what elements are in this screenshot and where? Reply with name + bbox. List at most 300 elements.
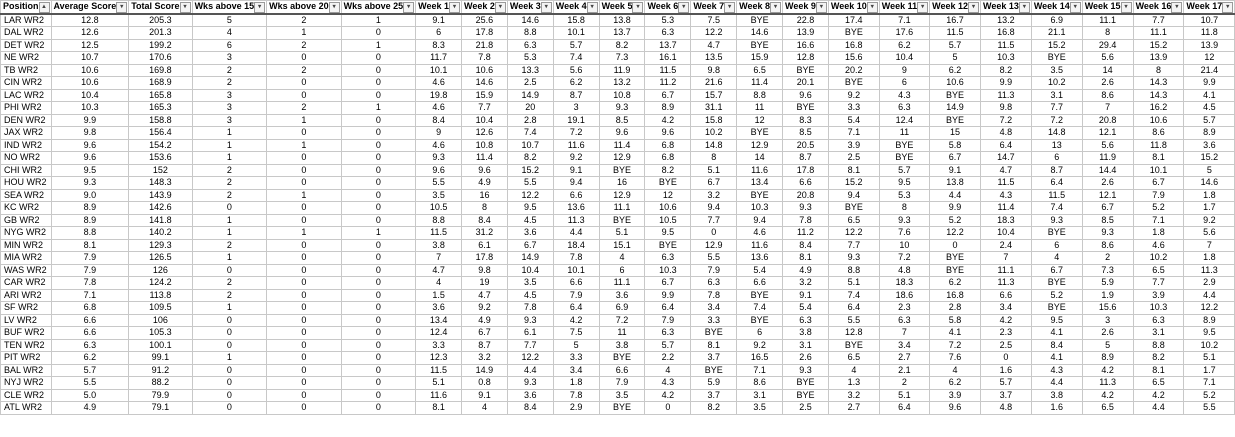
table-cell[interactable]: 8.1 [1133, 364, 1184, 377]
table-cell[interactable]: 0 [341, 327, 416, 340]
table-cell[interactable]: 11.5 [416, 227, 462, 240]
table-cell[interactable]: 0 [341, 352, 416, 365]
table-cell[interactable]: 9.3 [1031, 214, 1082, 227]
table-cell[interactable]: 4.2 [1133, 389, 1184, 402]
table-cell[interactable]: 4.6 [737, 227, 783, 240]
table-cell[interactable]: 5.5 [51, 377, 129, 390]
table-cell[interactable]: 3 [192, 114, 267, 127]
filter-dropdown-icon[interactable]: ▾ [867, 2, 878, 13]
sort-filter-icon[interactable]: ▲ [39, 2, 50, 13]
table-cell[interactable]: 7.8 [462, 52, 508, 65]
table-cell[interactable]: 4.4 [507, 364, 553, 377]
table-cell[interactable]: 9.2 [737, 339, 783, 352]
table-cell[interactable]: 4.6 [416, 139, 462, 152]
table-cell[interactable]: 14.4 [1082, 164, 1133, 177]
table-cell[interactable]: 13.6 [737, 252, 783, 265]
table-cell[interactable]: BYE [828, 77, 879, 90]
table-cell[interactable]: 2 [267, 14, 342, 27]
table-cell[interactable]: 3.2 [691, 189, 737, 202]
table-cell[interactable]: 4.2 [645, 389, 691, 402]
table-cell[interactable]: 3.5 [599, 389, 645, 402]
filter-dropdown-icon[interactable]: ▾ [816, 2, 827, 13]
column-header[interactable] [1082, 1, 1133, 14]
filter-dropdown-icon[interactable]: ▾ [403, 2, 414, 13]
table-cell[interactable]: 2 [267, 102, 342, 115]
table-cell[interactable]: 9.1 [930, 164, 981, 177]
table-cell[interactable]: 6.4 [980, 139, 1031, 152]
table-cell[interactable]: 7 [1184, 239, 1235, 252]
table-cell[interactable]: 3.7 [691, 389, 737, 402]
table-cell[interactable]: 10.6 [1133, 114, 1184, 127]
table-cell[interactable]: 4.3 [1031, 364, 1082, 377]
table-cell[interactable]: 5 [553, 339, 599, 352]
table-cell[interactable]: 153.6 [129, 152, 192, 165]
column-header[interactable] [1133, 1, 1184, 14]
position-cell[interactable]: SF WR2 [1, 302, 52, 315]
position-cell[interactable]: JAX WR2 [1, 127, 52, 140]
table-cell[interactable]: 5.5 [691, 252, 737, 265]
table-cell[interactable]: 14.7 [980, 152, 1031, 165]
table-cell[interactable]: 11.3 [553, 214, 599, 227]
table-cell[interactable]: 4.4 [930, 189, 981, 202]
table-cell[interactable]: 10.1 [1133, 164, 1184, 177]
table-cell[interactable]: 10.1 [553, 27, 599, 40]
table-cell[interactable]: 5.0 [51, 389, 129, 402]
table-cell[interactable]: 5.1 [828, 277, 879, 290]
column-header[interactable] [645, 1, 691, 14]
table-cell[interactable]: 11.3 [980, 89, 1031, 102]
table-cell[interactable]: 9.3 [416, 152, 462, 165]
table-cell[interactable]: 7.9 [1133, 189, 1184, 202]
table-cell[interactable]: 6.6 [783, 177, 829, 190]
table-cell[interactable]: 5.3 [507, 52, 553, 65]
table-cell[interactable]: 1.8 [553, 377, 599, 390]
table-cell[interactable]: 10.3 [980, 52, 1031, 65]
table-cell[interactable]: 11.6 [737, 164, 783, 177]
column-header[interactable] [930, 1, 981, 14]
table-cell[interactable]: 11.5 [980, 177, 1031, 190]
table-cell[interactable]: 10.3 [645, 264, 691, 277]
table-cell[interactable]: 5.6 [1184, 227, 1235, 240]
table-cell[interactable]: 7.9 [599, 377, 645, 390]
table-cell[interactable]: 1.9 [1082, 289, 1133, 302]
table-cell[interactable]: 25.6 [462, 14, 508, 27]
table-cell[interactable]: 6.8 [645, 152, 691, 165]
table-cell[interactable]: 8.9 [51, 214, 129, 227]
table-cell[interactable]: 8.7 [462, 339, 508, 352]
table-cell[interactable]: 9.5 [879, 177, 929, 190]
table-cell[interactable]: 0 [341, 377, 416, 390]
table-cell[interactable]: 0 [267, 402, 342, 415]
table-cell[interactable]: 16.5 [737, 352, 783, 365]
table-cell[interactable]: 0 [341, 189, 416, 202]
table-cell[interactable]: 9.5 [1184, 327, 1235, 340]
table-cell[interactable]: 0 [192, 314, 267, 327]
column-header[interactable] [1, 1, 52, 14]
table-cell[interactable]: 143.9 [129, 189, 192, 202]
table-cell[interactable]: 9.9 [51, 114, 129, 127]
table-cell[interactable]: 12.9 [737, 139, 783, 152]
table-cell[interactable]: 3.1 [1133, 327, 1184, 340]
table-cell[interactable]: 9.8 [51, 127, 129, 140]
table-cell[interactable]: 10.7 [507, 139, 553, 152]
table-cell[interactable]: 1 [341, 227, 416, 240]
table-cell[interactable]: BYE [879, 139, 929, 152]
table-cell[interactable]: 4.3 [980, 189, 1031, 202]
table-cell[interactable]: 8.8 [737, 89, 783, 102]
table-cell[interactable]: 2.4 [980, 239, 1031, 252]
table-cell[interactable]: 0 [267, 252, 342, 265]
table-cell[interactable]: 4.2 [645, 114, 691, 127]
table-cell[interactable]: 3.4 [691, 302, 737, 315]
table-cell[interactable]: 0 [341, 177, 416, 190]
table-cell[interactable]: 4 [462, 402, 508, 415]
table-cell[interactable]: 5.2 [1133, 202, 1184, 215]
table-cell[interactable]: 3.8 [599, 339, 645, 352]
table-cell[interactable]: 8.6 [1082, 239, 1133, 252]
table-cell[interactable]: 2.7 [828, 402, 879, 415]
table-cell[interactable]: 129.3 [129, 239, 192, 252]
table-cell[interactable]: 4.9 [462, 177, 508, 190]
table-cell[interactable]: 14.8 [691, 139, 737, 152]
table-cell[interactable]: 7 [879, 327, 929, 340]
table-cell[interactable]: 13.2 [599, 77, 645, 90]
table-cell[interactable]: 15.8 [553, 14, 599, 27]
table-cell[interactable]: 5 [192, 14, 267, 27]
table-cell[interactable]: 1 [267, 114, 342, 127]
table-cell[interactable]: 3.5 [737, 402, 783, 415]
table-cell[interactable]: 1 [192, 127, 267, 140]
table-cell[interactable]: 0 [267, 127, 342, 140]
column-header[interactable] [553, 1, 599, 14]
table-cell[interactable]: 5.3 [879, 189, 929, 202]
table-cell[interactable]: 6.2 [930, 377, 981, 390]
table-cell[interactable]: 17.6 [879, 27, 929, 40]
table-cell[interactable]: BYE [737, 289, 783, 302]
position-cell[interactable]: GB WR2 [1, 214, 52, 227]
table-cell[interactable]: 15.6 [1082, 302, 1133, 315]
table-cell[interactable]: 5.1 [691, 164, 737, 177]
table-cell[interactable]: 10.1 [553, 264, 599, 277]
column-header[interactable] [691, 1, 737, 14]
table-cell[interactable]: 8 [1133, 64, 1184, 77]
table-cell[interactable]: 3.8 [783, 327, 829, 340]
table-cell[interactable]: 6.5 [828, 214, 879, 227]
table-cell[interactable]: 5.1 [416, 377, 462, 390]
table-cell[interactable]: 2.6 [1082, 77, 1133, 90]
table-cell[interactable]: 8.1 [691, 339, 737, 352]
table-cell[interactable]: 21.6 [691, 77, 737, 90]
table-cell[interactable]: 8.2 [1133, 352, 1184, 365]
table-cell[interactable]: 7.9 [645, 314, 691, 327]
filter-dropdown-icon[interactable]: ▾ [917, 2, 928, 13]
table-cell[interactable]: 8.6 [1082, 89, 1133, 102]
table-cell[interactable]: 15.2 [1184, 152, 1235, 165]
table-cell[interactable]: 12.9 [599, 189, 645, 202]
table-cell[interactable]: 2.3 [879, 302, 929, 315]
table-cell[interactable]: 3 [553, 102, 599, 115]
column-header[interactable] [828, 1, 879, 14]
table-cell[interactable]: 18.3 [879, 277, 929, 290]
filter-dropdown-icon[interactable]: ▾ [116, 2, 127, 13]
table-cell[interactable]: 0 [341, 402, 416, 415]
table-cell[interactable]: 4.1 [1184, 89, 1235, 102]
table-cell[interactable]: 9.9 [980, 77, 1031, 90]
table-cell[interactable]: 14.3 [1133, 89, 1184, 102]
table-cell[interactable]: 13.6 [553, 202, 599, 215]
table-cell[interactable]: 3.3 [553, 352, 599, 365]
table-cell[interactable]: 12.1 [1082, 127, 1133, 140]
table-cell[interactable]: 9.4 [737, 214, 783, 227]
table-cell[interactable]: 7.4 [737, 302, 783, 315]
table-cell[interactable]: 21.4 [1184, 64, 1235, 77]
table-cell[interactable]: 6 [879, 77, 929, 90]
table-cell[interactable]: 2 [192, 289, 267, 302]
table-cell[interactable]: 10.1 [416, 64, 462, 77]
table-cell[interactable]: 7.8 [51, 277, 129, 290]
table-cell[interactable]: 15.6 [828, 52, 879, 65]
table-cell[interactable]: 5.8 [930, 139, 981, 152]
table-cell[interactable]: 4.4 [1031, 377, 1082, 390]
table-cell[interactable]: 9.3 [879, 214, 929, 227]
table-cell[interactable]: 0 [267, 327, 342, 340]
table-cell[interactable]: 4.9 [51, 402, 129, 415]
table-cell[interactable]: 1 [341, 39, 416, 52]
table-cell[interactable]: 8.4 [783, 239, 829, 252]
table-cell[interactable]: 4.7 [416, 264, 462, 277]
table-cell[interactable]: 3.5 [416, 189, 462, 202]
table-cell[interactable]: 6.6 [980, 289, 1031, 302]
table-cell[interactable]: 20.5 [783, 139, 829, 152]
table-cell[interactable]: BYE [645, 177, 691, 190]
table-cell[interactable]: 4.6 [416, 102, 462, 115]
table-cell[interactable]: 10.2 [691, 127, 737, 140]
table-cell[interactable]: 12.2 [1184, 302, 1235, 315]
table-cell[interactable]: 12.1 [1082, 189, 1133, 202]
table-cell[interactable]: 2.6 [1082, 177, 1133, 190]
table-cell[interactable]: 199.2 [129, 39, 192, 52]
table-cell[interactable]: 0 [341, 389, 416, 402]
position-cell[interactable]: DEN WR2 [1, 114, 52, 127]
table-cell[interactable]: 9.6 [462, 164, 508, 177]
table-cell[interactable]: 8.8 [507, 27, 553, 40]
table-cell[interactable]: 4.1 [1031, 352, 1082, 365]
table-cell[interactable]: 3.5 [1031, 64, 1082, 77]
table-cell[interactable]: 8.3 [783, 114, 829, 127]
table-cell[interactable]: 1 [192, 227, 267, 240]
table-cell[interactable]: 0 [192, 364, 267, 377]
table-cell[interactable]: 4.8 [879, 264, 929, 277]
table-cell[interactable]: 6.6 [553, 189, 599, 202]
table-cell[interactable]: 170.6 [129, 52, 192, 65]
table-cell[interactable]: 79.9 [129, 389, 192, 402]
table-cell[interactable]: 109.5 [129, 302, 192, 315]
position-cell[interactable]: SEA WR2 [1, 189, 52, 202]
table-cell[interactable]: 14.9 [507, 252, 553, 265]
table-cell[interactable]: 2 [192, 277, 267, 290]
table-cell[interactable]: 16 [599, 177, 645, 190]
table-cell[interactable]: 6.3 [645, 252, 691, 265]
table-cell[interactable]: 5.1 [879, 389, 929, 402]
table-cell[interactable]: 13.7 [645, 39, 691, 52]
table-cell[interactable]: 1.6 [980, 364, 1031, 377]
table-cell[interactable]: 4.2 [553, 314, 599, 327]
table-cell[interactable]: 2.5 [507, 77, 553, 90]
table-cell[interactable]: 0 [341, 339, 416, 352]
table-cell[interactable]: 6.7 [645, 89, 691, 102]
position-cell[interactable]: PHI WR2 [1, 102, 52, 115]
table-cell[interactable]: 9.1 [783, 289, 829, 302]
table-cell[interactable]: 5.7 [930, 39, 981, 52]
table-cell[interactable]: 7.7 [691, 214, 737, 227]
column-header[interactable] [51, 1, 129, 14]
table-cell[interactable]: 5.7 [645, 339, 691, 352]
filter-dropdown-icon[interactable]: ▾ [495, 2, 506, 13]
table-cell[interactable]: 11.4 [599, 139, 645, 152]
table-cell[interactable]: 12.5 [51, 39, 129, 52]
table-cell[interactable]: 8.2 [599, 39, 645, 52]
table-cell[interactable]: 2 [192, 164, 267, 177]
table-cell[interactable]: 12.8 [783, 52, 829, 65]
table-cell[interactable]: 156.4 [129, 127, 192, 140]
position-cell[interactable]: CHI WR2 [1, 164, 52, 177]
table-cell[interactable]: 6.5 [1082, 402, 1133, 415]
table-cell[interactable]: 2.5 [783, 402, 829, 415]
table-cell[interactable]: 9.2 [1184, 214, 1235, 227]
column-header[interactable] [1184, 1, 1235, 14]
table-cell[interactable]: 1 [267, 27, 342, 40]
table-cell[interactable]: 7.4 [553, 52, 599, 65]
table-cell[interactable]: 12.2 [828, 227, 879, 240]
table-cell[interactable]: 14.9 [462, 364, 508, 377]
table-cell[interactable]: 8.1 [416, 402, 462, 415]
table-cell[interactable]: 11.4 [980, 202, 1031, 215]
table-cell[interactable]: 0 [267, 152, 342, 165]
table-cell[interactable]: 4.3 [645, 377, 691, 390]
table-cell[interactable]: 18.4 [553, 239, 599, 252]
table-cell[interactable]: 3.6 [416, 302, 462, 315]
table-cell[interactable]: 7 [980, 252, 1031, 265]
table-cell[interactable]: 0 [341, 252, 416, 265]
table-cell[interactable]: 8 [462, 202, 508, 215]
table-cell[interactable]: 7.7 [1133, 277, 1184, 290]
table-cell[interactable]: 13.8 [930, 177, 981, 190]
table-cell[interactable]: 2.6 [1082, 327, 1133, 340]
table-cell[interactable]: 6 [737, 327, 783, 340]
table-cell[interactable]: 8.1 [51, 239, 129, 252]
table-cell[interactable]: 0 [691, 227, 737, 240]
table-cell[interactable]: 0 [267, 202, 342, 215]
table-cell[interactable]: 0 [267, 77, 342, 90]
table-cell[interactable]: 10.3 [1133, 302, 1184, 315]
table-cell[interactable]: 8.4 [416, 114, 462, 127]
table-cell[interactable]: 12.6 [462, 127, 508, 140]
table-cell[interactable]: 10.6 [930, 77, 981, 90]
position-cell[interactable]: TEN WR2 [1, 339, 52, 352]
table-cell[interactable]: 7.3 [1082, 264, 1133, 277]
table-cell[interactable]: 13.9 [1184, 39, 1235, 52]
table-cell[interactable]: 6.7 [645, 277, 691, 290]
table-cell[interactable]: 5.4 [783, 302, 829, 315]
table-cell[interactable]: 5.5 [507, 177, 553, 190]
table-cell[interactable]: 15.8 [691, 114, 737, 127]
table-cell[interactable]: 9.3 [783, 364, 829, 377]
table-cell[interactable]: 9.6 [51, 139, 129, 152]
table-cell[interactable]: 126 [129, 264, 192, 277]
table-cell[interactable]: 3.1 [737, 389, 783, 402]
table-cell[interactable]: 4.4 [1133, 402, 1184, 415]
table-cell[interactable]: 19 [462, 277, 508, 290]
table-cell[interactable]: 4.4 [1184, 289, 1235, 302]
table-cell[interactable]: BYE [1031, 302, 1082, 315]
table-cell[interactable]: 5.6 [1082, 52, 1133, 65]
table-cell[interactable]: 10.2 [1184, 339, 1235, 352]
table-cell[interactable]: 14 [1082, 64, 1133, 77]
table-cell[interactable]: 4.2 [980, 314, 1031, 327]
table-cell[interactable]: 1 [192, 214, 267, 227]
table-cell[interactable]: 21.8 [462, 39, 508, 52]
table-cell[interactable]: 0 [341, 127, 416, 140]
table-cell[interactable]: 15.2 [1031, 39, 1082, 52]
table-cell[interactable]: 6 [1031, 239, 1082, 252]
table-cell[interactable]: 2.8 [930, 302, 981, 315]
table-cell[interactable]: 0 [267, 302, 342, 315]
table-cell[interactable]: 29.4 [1082, 39, 1133, 52]
filter-dropdown-icon[interactable]: ▾ [329, 2, 340, 13]
table-cell[interactable]: 6.3 [879, 102, 929, 115]
table-cell[interactable]: 0 [645, 402, 691, 415]
table-cell[interactable]: 5.1 [599, 227, 645, 240]
table-cell[interactable]: 9.6 [599, 127, 645, 140]
table-cell[interactable]: 7.6 [930, 352, 981, 365]
table-cell[interactable]: 3.6 [507, 227, 553, 240]
table-cell[interactable]: 9.8 [980, 102, 1031, 115]
table-cell[interactable]: 3 [192, 52, 267, 65]
table-cell[interactable]: 5.3 [645, 14, 691, 27]
table-cell[interactable]: 13.7 [599, 27, 645, 40]
table-cell[interactable]: 9.9 [930, 202, 981, 215]
table-cell[interactable]: BYE [930, 114, 981, 127]
table-cell[interactable]: BYE [599, 352, 645, 365]
table-cell[interactable]: 6.8 [51, 302, 129, 315]
table-cell[interactable]: 8.5 [783, 127, 829, 140]
table-cell[interactable]: 11.9 [599, 64, 645, 77]
table-cell[interactable]: 8.1 [783, 252, 829, 265]
table-cell[interactable]: 10.4 [507, 264, 553, 277]
table-cell[interactable]: 8.7 [783, 152, 829, 165]
filter-dropdown-icon[interactable]: ▾ [1171, 2, 1182, 13]
table-cell[interactable]: 0 [192, 327, 267, 340]
table-cell[interactable]: 3.8 [416, 239, 462, 252]
table-cell[interactable]: 7.8 [507, 302, 553, 315]
table-cell[interactable]: 11 [879, 127, 929, 140]
table-cell[interactable]: 0 [341, 289, 416, 302]
position-cell[interactable]: LV WR2 [1, 314, 52, 327]
table-cell[interactable]: 3.4 [879, 339, 929, 352]
table-cell[interactable]: 31.2 [462, 227, 508, 240]
table-cell[interactable]: 4 [599, 252, 645, 265]
table-cell[interactable]: 4.9 [462, 314, 508, 327]
table-cell[interactable]: 0 [267, 177, 342, 190]
table-cell[interactable]: 11.3 [1184, 264, 1235, 277]
table-cell[interactable]: 9.3 [1082, 227, 1133, 240]
table-cell[interactable]: 3.9 [930, 389, 981, 402]
table-cell[interactable]: 7.7 [1133, 14, 1184, 27]
table-cell[interactable]: 10.7 [51, 52, 129, 65]
table-cell[interactable]: 11.8 [1184, 27, 1235, 40]
table-cell[interactable]: 14.6 [737, 27, 783, 40]
table-cell[interactable]: 2 [1082, 252, 1133, 265]
